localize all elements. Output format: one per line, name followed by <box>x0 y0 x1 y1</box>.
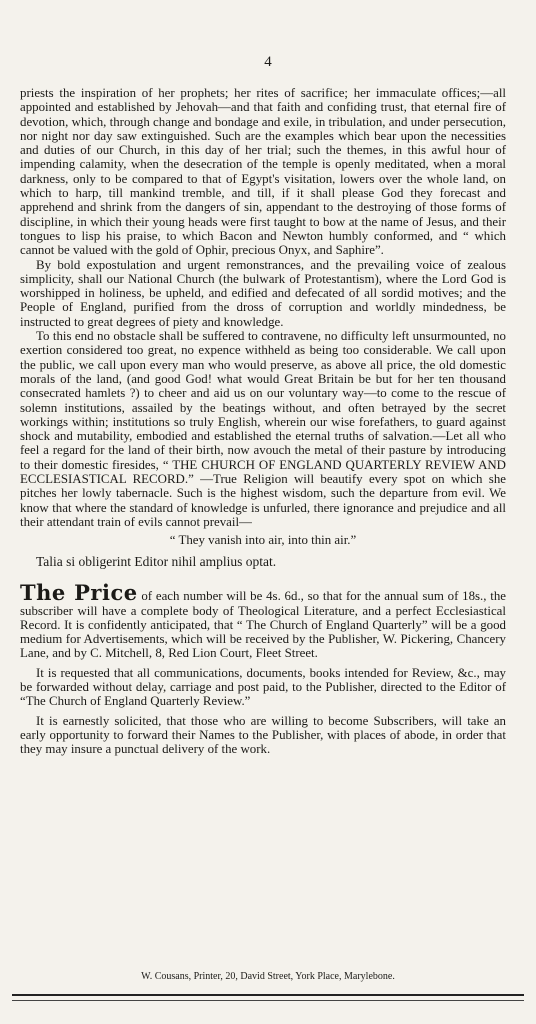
price-text: of each number will be 4s. 6d., so that for the annual sum of 18s., the subscriber will have a complete body of Theological Literature, and a perfect Ecclesiastical Record. It is confidently anticipated, that “ The Church of England Quarterly” will be a good medium for Advertisements, which will be received by the Publisher, W. Pickering, Chancery Lane, and by C. Mitchell, 8, Red Lion Court, Fleet Street. <box>20 589 506 661</box>
page-body <box>20 86 506 756</box>
bottom-rule-thin <box>12 1000 524 1001</box>
page-number: 4 <box>264 54 272 70</box>
latin-motto: Talia si obligerint Editor nihil amplius optat. <box>36 554 277 570</box>
bottom-rule <box>12 994 524 996</box>
quotation: “ They vanish into air, into thin air.” <box>169 533 357 548</box>
notice-subscribers: It is earnestly solicited, that those who are willing to become Subscribers, will take an early opportunity to forward their Names to the Publisher, with places of abode, in order that they may insure a punctual delivery of the work. <box>20 713 506 757</box>
notice-communications: It is requested that all communications, documents, books intended for Review, &c., may be forwarded without delay, carriage and post paid, to the Publisher, directed to the Editor of “The Church of England Quarterly Review.” <box>20 665 506 709</box>
price-heading: The Price <box>20 580 138 606</box>
paragraph-appeal: To this end no obstacle shall be suffered to contravene, no difficulty left unsurmounted, no exertion considered too great, no expence withheld as being too considerable. We call upon the public, we call upon every man who would preserve, as above all price, the old domestic morals of the land, (and good God! what would Great Britain be but for her ten thousand consecrated hamlets ?) to cheer and aid us on our voluntary way—to come to the rescue of solemn institutions, assailed by the beatings without, and often betrayed by the secret workings within; institutions so truly English, wherein our wise forefathers, to guard against shock and mutability, embodied and established the eternal truths of salvation.—Let all who feel a regard for the land of their birth, now avouch the metal of their pasture by introducing to their domestic firesides, “ THE CHURCH OF ENGLAND QUARTERLY REVIEW AND ECCLESIASTICAL RECORD.” —True Religion will beautify every spot on which she pitches her lowly tabernacle. Such is the highest wisdom, such the departure from evil. We know that where the standard of knowledge is unfurled, there ignorance and prejudice and all their attendant train of evils cannot prevail— <box>20 329 506 529</box>
printer-imprint: W. Cousans, Printer, 20, David Street, York Place, Marylebone. <box>141 971 395 982</box>
price-paragraph <box>20 580 506 661</box>
paragraph-expostulation: By bold expostulation and urgent remonstrances, and the prevailing voice of zealous simplicity, shall our National Church (the bulwark of Protestantism), where the Lord God is worshipped in holiness, be upheld, and edified and defecated of all sordid motives; and the People of England, purified from the dross of corruption and worldly mindedness, be instructed to great degrees of piety and knowledge. <box>20 257 506 329</box>
paragraph-continuation: priests the inspiration of her prophets; her rites of sacrifice; her immaculate offices;—all appointed and established by Jehovah—and that faith and confiding trust, that eternal fire of devotion, which, through change and bondage and exile, in tribulation, and under persecution, nor night nor day saw extinguished. Such are the examples which bear upon the necessities and duties of our Church, in this day of her trial; such the themes, in this awful hour of impending calamity, when the desecration of the temple is openly meditated, when a moral darkness, only to be compared to that of Egypt's visitation, lowers over the whole land, on which to harp, till mankind tremble, and till, if it shall please God they forecast and apprehend and shrink from the dangers of sin, appendant to the destroying of those forms of discipline, in which their young heads were first taught to bow at the name of Jesus, and their tongues to lisp his praise, to which Bacon and Newton humbly conformed, and “ which cannot be valued with the gold of Ophir, precious Onyx, and Saphire”. <box>20 86 506 258</box>
